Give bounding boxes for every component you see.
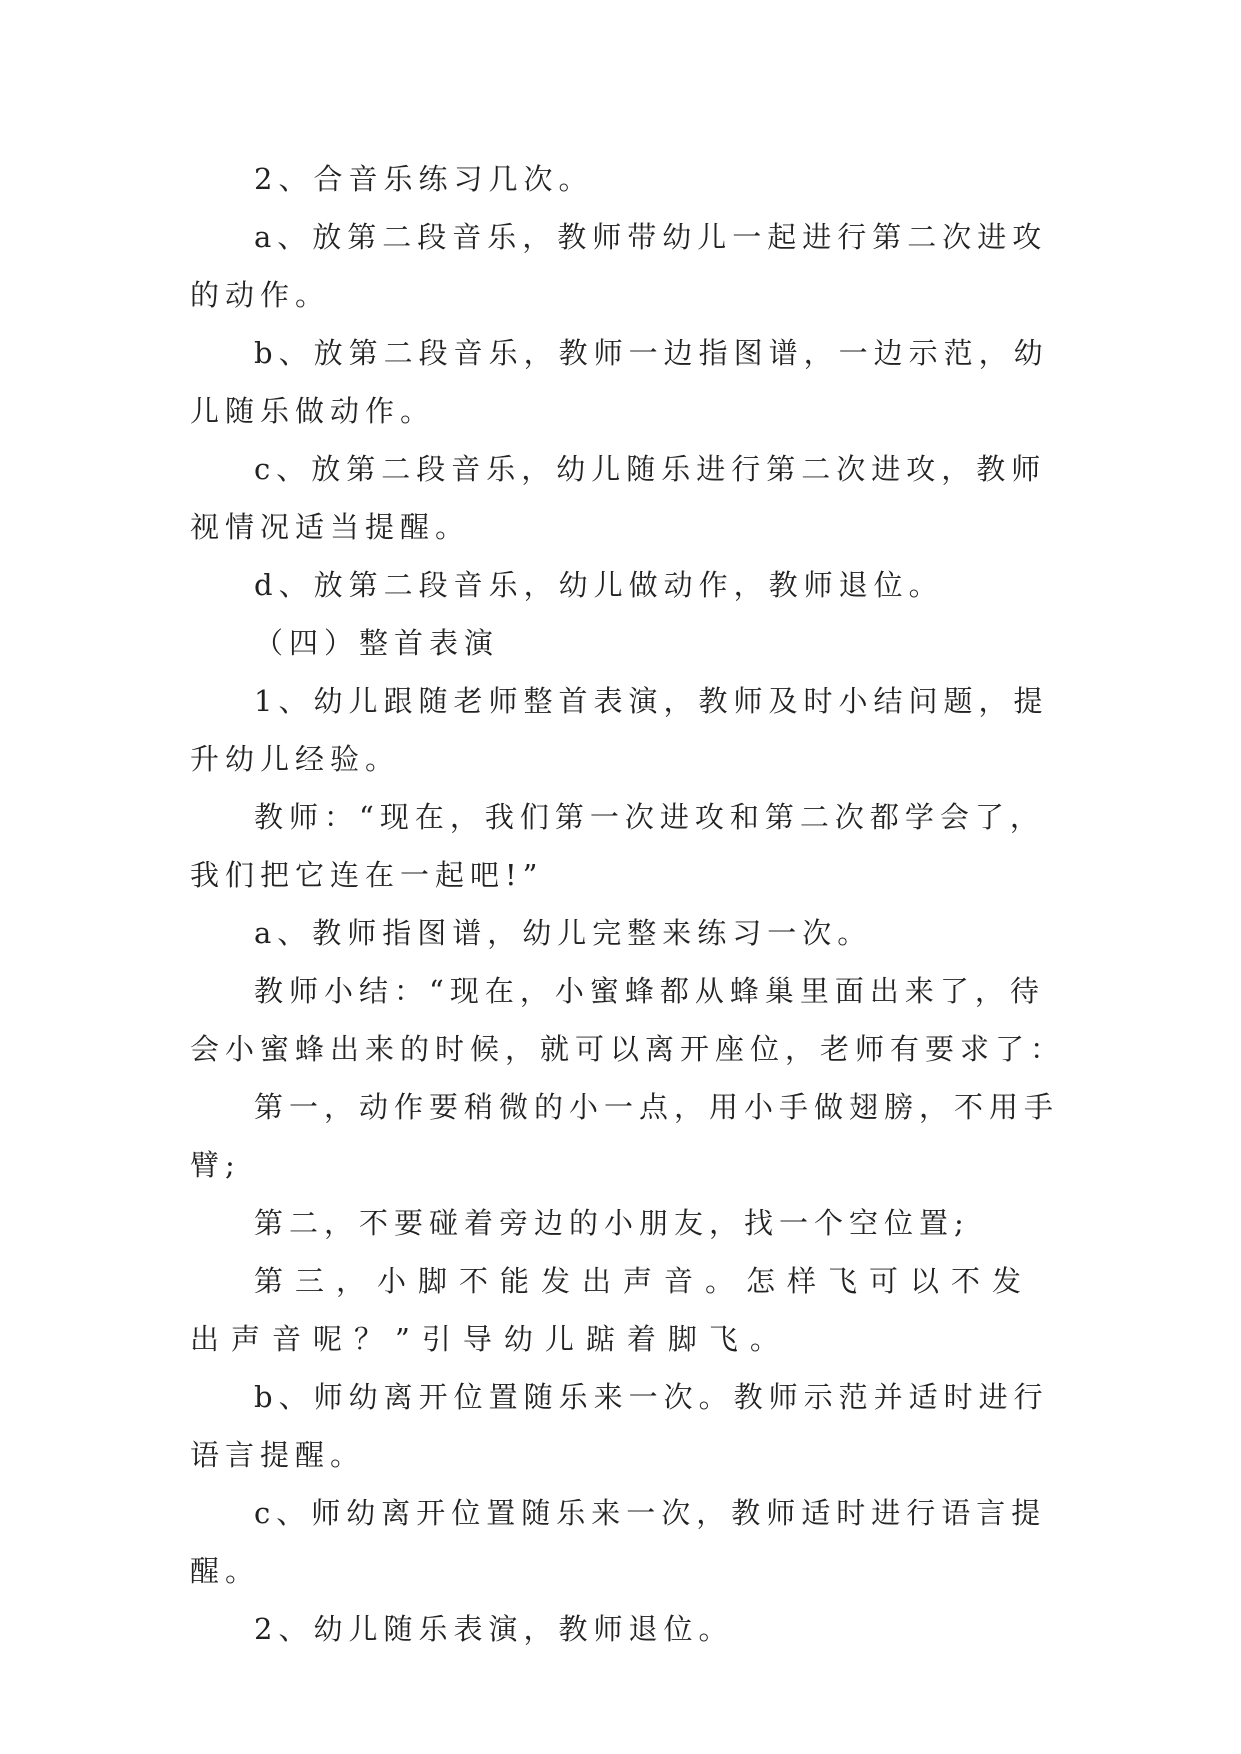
paragraph: 2、合音乐练习几次。	[254, 162, 594, 196]
paragraph: a、放第二段音乐，教师带幼儿一起进行第二次进攻的动作。	[190, 220, 1048, 312]
paragraph: 教师小结：“现在，小蜜蜂都从蜂巢里面出来了，待会小蜜蜂出来的时候，就可以离开座位，老师有要求了：	[190, 974, 1066, 1066]
paragraph: c、师幼离开位置随乐来一次，教师适时进行语言提醒。	[190, 1496, 1047, 1588]
paragraph: 第一，动作要稍微的小一点，用小手做翅膀，不用手臂;	[190, 1090, 1060, 1182]
paragraph: 第二，不要碰着旁边的小朋友，找一个空位置;	[254, 1206, 970, 1240]
document-body	[190, 150, 1070, 1658]
paragraph: 1、幼儿跟随老师整首表演，教师及时小结问题，提升幼儿经验。	[190, 684, 1049, 776]
paragraph: 2、幼儿随乐表演，教师退位。	[254, 1612, 734, 1646]
paragraph: b、师幼离开位置随乐来一次。教师示范并适时进行语言提醒。	[190, 1380, 1049, 1472]
paragraph: b、放第二段音乐，教师一边指图谱，一边示范，幼儿随乐做动作。	[190, 336, 1049, 428]
paragraph: c、放第二段音乐，幼儿随乐进行第二次进攻，教师视情况适当提醒。	[190, 452, 1047, 544]
section-heading: （四）整首表演	[254, 626, 500, 660]
paragraph: a、教师指图谱，幼儿完整来练习一次。	[254, 916, 873, 950]
paragraph: d、放第二段音乐，幼儿做动作，教师退位。	[254, 568, 944, 602]
paragraph: 教师：“现在，我们第一次进攻和第二次都学会了，我们把它连在一起吧!”	[190, 800, 1045, 892]
paragraph: 第三，小脚不能发出声音。怎样飞可以不发出声音呢？”引导幼儿踮着脚飞。	[190, 1264, 1034, 1356]
